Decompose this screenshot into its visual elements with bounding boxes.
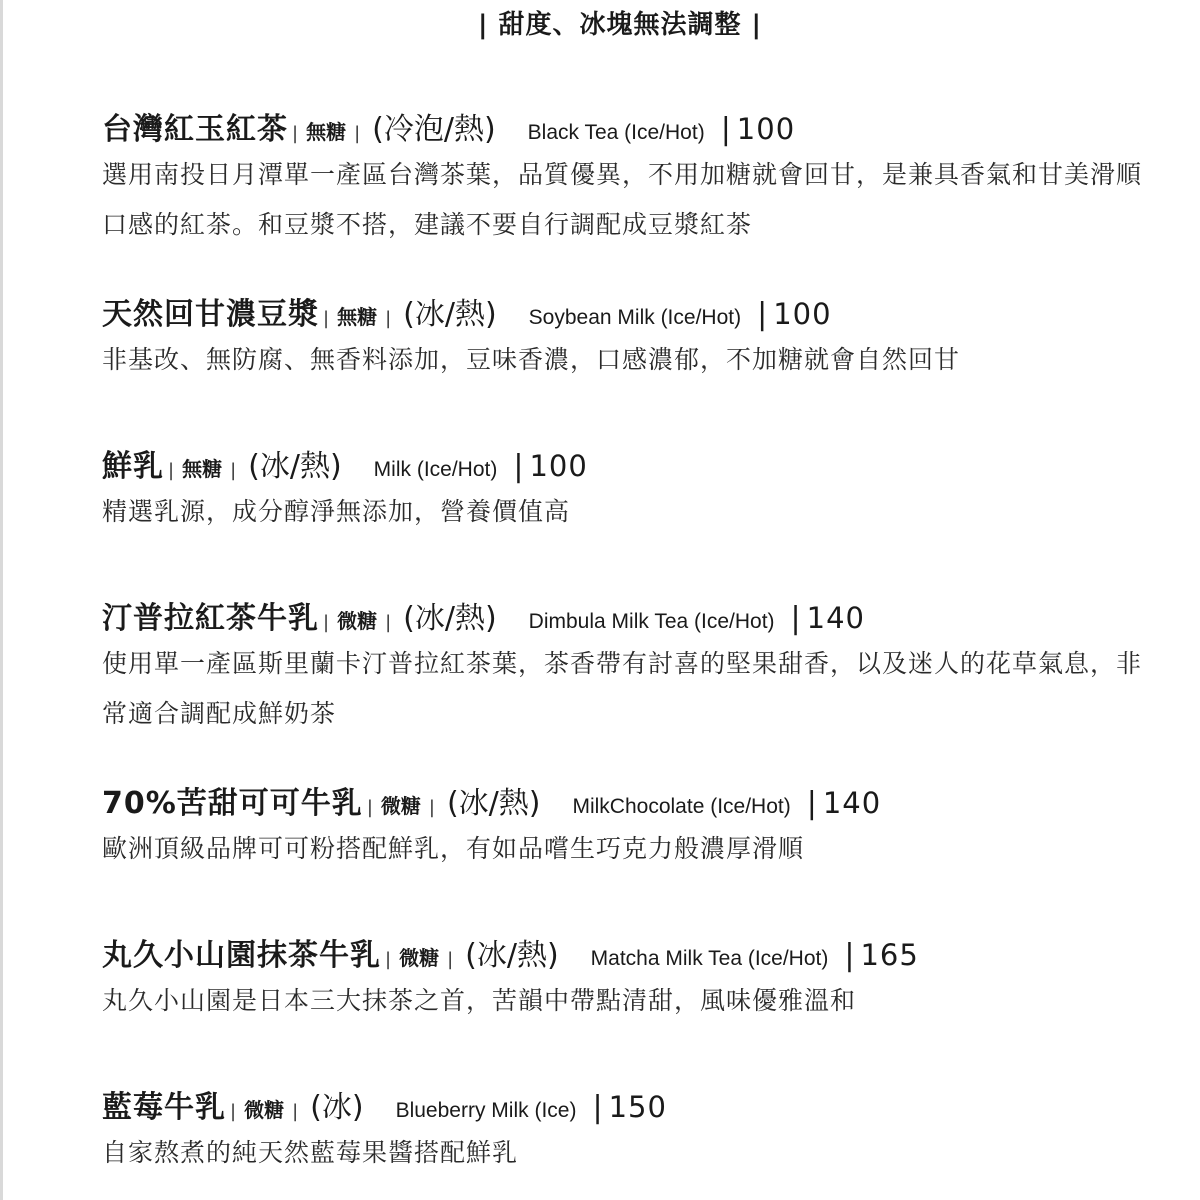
english-name: Dimbula Milk Tea (Ice/Hot) <box>528 610 775 633</box>
sweetness-level: 微糖 <box>337 609 378 633</box>
temperature-option: (冰/熱) <box>403 297 497 332</box>
temperature-option: (冰) <box>310 1090 364 1125</box>
menu-item-dimbula-milk-tea <box>102 593 1162 778</box>
item-name: 藍莓牛乳 <box>102 1090 226 1125</box>
english-name: MilkChocolate (Ice/Hot) <box>572 795 791 818</box>
separator: | <box>447 949 454 970</box>
sweetness-level: 微糖 <box>244 1098 285 1122</box>
price-separator: | <box>806 786 817 821</box>
separator: | <box>230 1101 237 1122</box>
menu-item-title-row <box>102 289 1162 332</box>
price-separator: | <box>757 297 768 332</box>
english-name: Soybean Milk (Ice/Hot) <box>528 306 742 329</box>
menu-item-title-row <box>102 441 1162 484</box>
item-description: 使用單一產區斯里蘭卡汀普拉紅茶葉，茶香帶有討喜的堅果甜香，以及迷人的花草氣息，非常適合調配成鮮奶茶 <box>102 649 1143 728</box>
separator: | <box>323 612 330 633</box>
price-separator: | <box>790 601 801 636</box>
separator: | <box>385 949 392 970</box>
drink-menu <box>102 104 1162 1200</box>
menu-item-chocolate-milk <box>102 778 1162 930</box>
item-price: 140 <box>822 786 882 820</box>
sweetness-level: 無糖 <box>182 457 223 481</box>
price-separator: | <box>592 1090 603 1125</box>
sweetness-level: 微糖 <box>380 794 421 818</box>
price-separator: | <box>720 112 731 147</box>
menu-item-milk <box>102 441 1162 593</box>
separator: | <box>292 123 299 144</box>
temperature-option: (冰/熱) <box>465 938 559 973</box>
item-description: 精選乳源，成分醇淨無添加，營養價值高 <box>102 497 571 526</box>
item-description: 非基改、無防腐、無香料添加，豆味香濃，口感濃郁，不加糖就會自然回甘 <box>102 345 961 374</box>
separator: | <box>230 460 237 481</box>
temperature-option: (冰/熱) <box>446 786 541 821</box>
temperature-option: (冰/熱) <box>403 601 497 636</box>
item-description: 歐洲頂級品牌可可粉搭配鮮乳，有如品嚐生巧克力般濃厚滑順 <box>102 834 805 863</box>
menu-item-title-row <box>102 593 1162 636</box>
sweetness-level: 微糖 <box>399 946 440 970</box>
menu-item-soybean-milk <box>102 289 1162 441</box>
item-description: 選用南投日月潭單一產區台灣茶葉，品質優異，不用加糖就會回甘，是兼具香氣和甘美滑順口感的紅茶。和豆漿不搭，建議不要自行調配成豆漿紅茶 <box>102 160 1143 239</box>
separator: | <box>354 123 361 144</box>
item-name: 台灣紅玉紅茶 <box>102 112 288 147</box>
sweetness-level: 無糖 <box>306 120 347 144</box>
english-name: Black Tea (Ice/Hot) <box>527 121 705 144</box>
left-edge-rule <box>0 0 3 1200</box>
separator: | <box>428 797 435 818</box>
separator: | <box>323 308 330 329</box>
item-price: 165 <box>860 938 919 972</box>
english-name: Milk (Ice/Hot) <box>373 458 498 481</box>
separator: | <box>366 797 373 818</box>
menu-item-title-row <box>102 778 1162 821</box>
item-name: 汀普拉紅茶牛乳 <box>102 601 319 636</box>
menu-item-black-tea <box>102 104 1162 289</box>
item-price: 100 <box>773 297 832 331</box>
menu-item-title-row <box>102 104 1162 147</box>
menu-item-matcha-milk-tea <box>102 930 1162 1082</box>
temperature-option: (冰/熱) <box>248 449 342 484</box>
item-name: 丸久小山園抹茶牛乳 <box>102 938 381 973</box>
menu-item-title-row <box>102 1082 1162 1125</box>
separator: | <box>385 612 392 633</box>
item-price: 100 <box>736 112 796 146</box>
temperature-option: (冷泡/熱) <box>372 112 496 147</box>
item-name: 70%苦甜可可牛乳 <box>102 786 363 821</box>
english-name: Matcha Milk Tea (Ice/Hot) <box>590 947 829 970</box>
item-price: 100 <box>529 449 588 483</box>
menu-item-title-row <box>102 930 1162 973</box>
english-name: Blueberry Milk (Ice) <box>395 1099 577 1122</box>
price-separator: | <box>513 449 524 484</box>
item-description: 自家熬煮的純天然藍莓果醬搭配鮮乳 <box>102 1138 519 1167</box>
price-separator: | <box>844 938 855 973</box>
item-price: 140 <box>806 601 865 635</box>
separator: | <box>292 1101 299 1122</box>
adjustment-note: | 甜度、冰塊無法調整 | <box>477 10 763 40</box>
item-name: 天然回甘濃豆漿 <box>102 297 319 332</box>
menu-item-blueberry-milk <box>102 1082 1162 1200</box>
item-name: 鮮乳 <box>102 449 164 484</box>
separator: | <box>385 308 392 329</box>
sweetness-level: 無糖 <box>337 305 378 329</box>
separator: | <box>168 460 175 481</box>
item-description: 丸久小山園是日本三大抹茶之首，苦韻中帶點清甜，風味優雅溫和 <box>102 986 857 1015</box>
item-price: 150 <box>608 1090 667 1124</box>
